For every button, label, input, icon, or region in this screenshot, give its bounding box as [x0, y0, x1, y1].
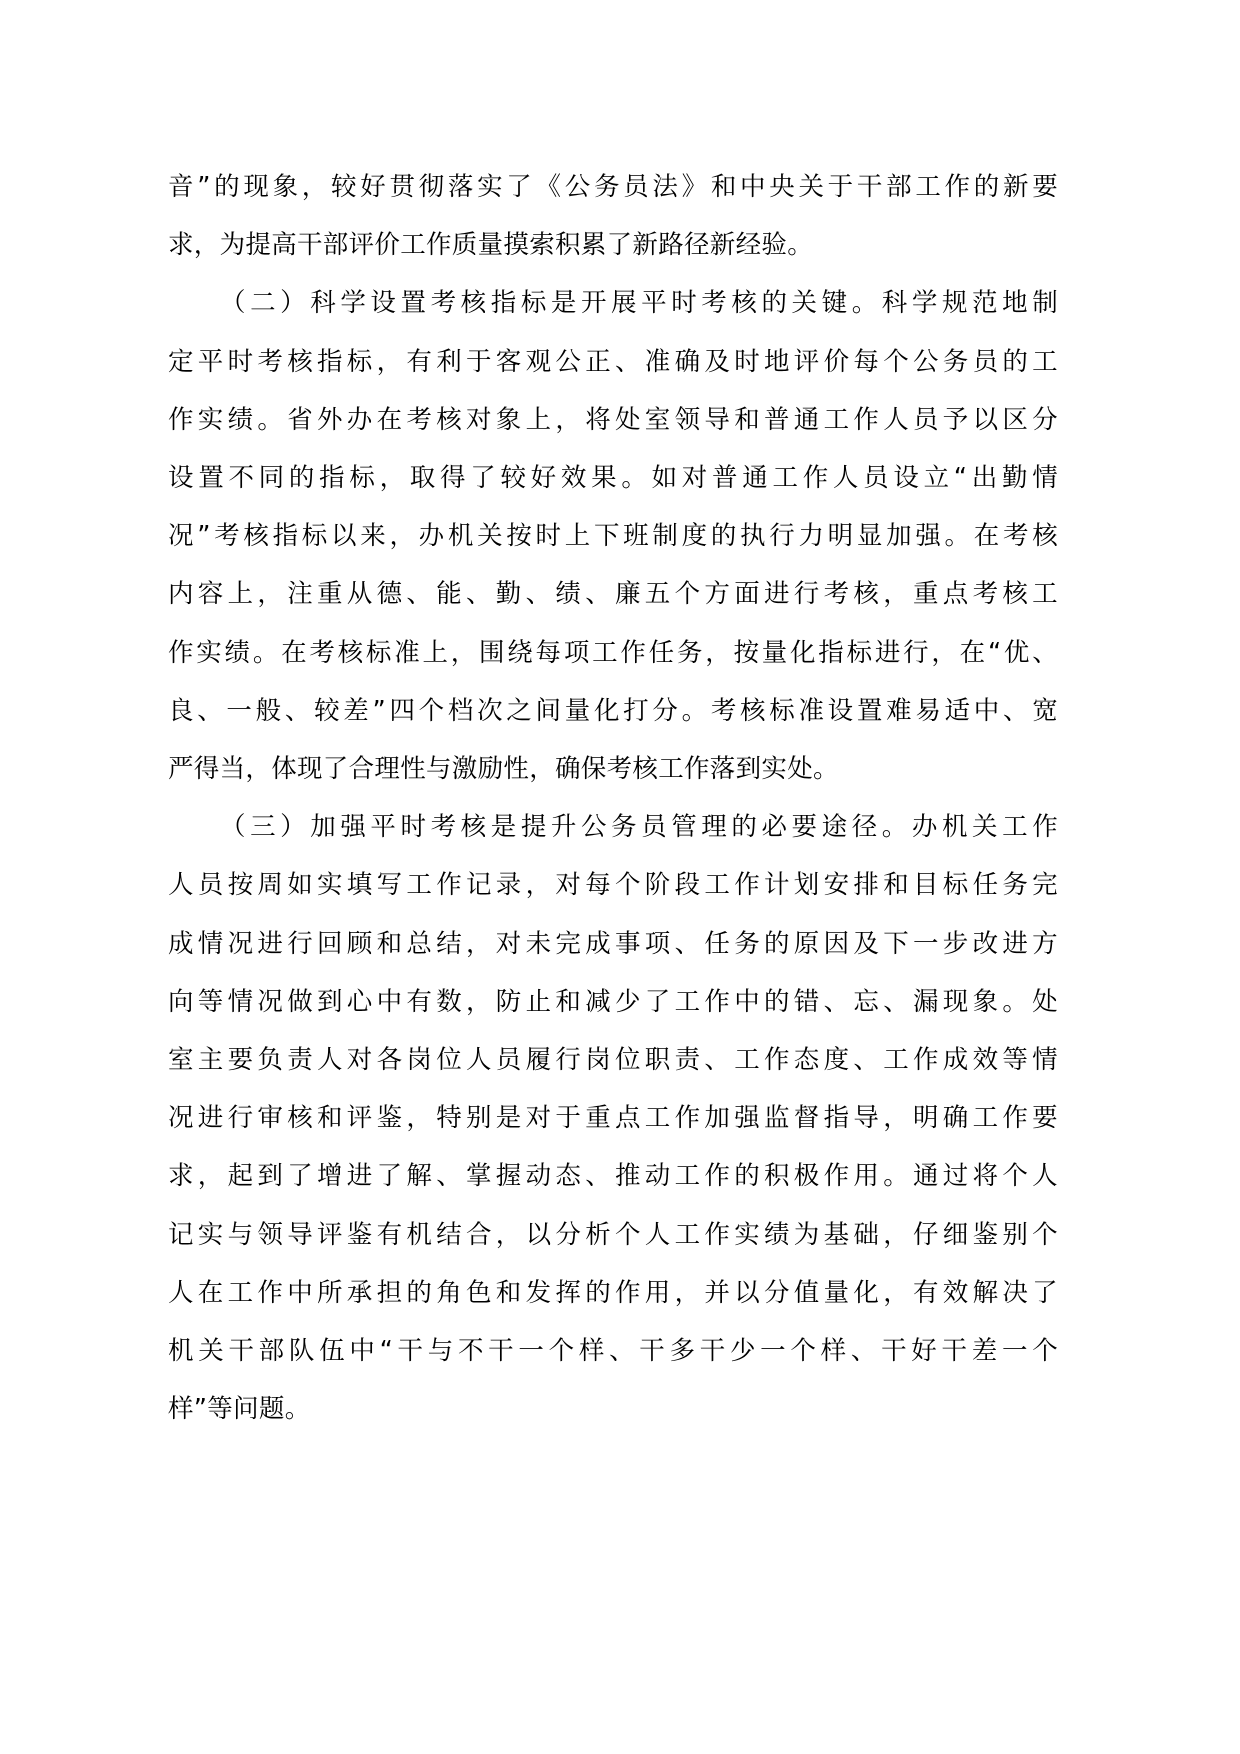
text-line: 定平时考核指标，有利于客观公正、准确及时地评价每个公务员的工	[168, 346, 1058, 377]
document-page	[168, 158, 1058, 1438]
text-line: 况”考核指标以来，办机关按时上下班制度的执行力明显加强。在考核	[168, 521, 1058, 552]
text-line: 作实绩。在考核标准上，围绕每项工作任务，按量化指标进行，在“优、	[168, 637, 1058, 668]
text-line: 向等情况做到心中有数，防止和减少了工作中的错、忘、漏现象。处	[168, 986, 1058, 1017]
text-line: 设置不同的指标，取得了较好效果。如对普通工作人员设立“出勤情	[168, 463, 1058, 494]
text-line: 记实与领导评鉴有机结合，以分析个人工作实绩为基础，仔细鉴别个	[168, 1219, 1058, 1250]
text-line: 机关干部队伍中“干与不干一个样、干多干少一个样、干好干差一个	[168, 1336, 1058, 1367]
section-heading-line: （二）科学设置考核指标是开展平时考核的关键。科学规范地制	[220, 288, 1058, 319]
text-line: 成情况进行回顾和总结，对未完成事项、任务的原因及下一步改进方	[168, 928, 1058, 959]
text-line: 样”等问题。	[168, 1394, 311, 1425]
text-line: 求，为提高干部评价工作质量摸索积累了新路径新经验。	[168, 230, 814, 261]
text-line: 室主要负责人对各岗位人员履行岗位职责、工作态度、工作成效等情	[168, 1045, 1058, 1076]
text-line: 作实绩。省外办在考核对象上，将处室领导和普通工作人员予以区分	[168, 404, 1058, 435]
text-line: 求，起到了增进了解、掌握动态、推动工作的积极作用。通过将个人	[168, 1161, 1058, 1192]
section-heading-line: （三）加强平时考核是提升公务员管理的必要途径。办机关工作	[220, 812, 1058, 843]
paragraph-section-2	[168, 274, 1058, 798]
text-line: 音”的现象，较好贯彻落实了《公务员法》和中央关于干部工作的新要	[168, 172, 1058, 202]
text-line: 良、一般、较差”四个档次之间量化打分。考核标准设置难易适中、宽	[168, 695, 1058, 726]
paragraph-section-3	[168, 798, 1058, 1438]
text-line: 况进行审核和评鉴，特别是对于重点工作加强监督指导，明确工作要	[168, 1103, 1058, 1134]
text-line: 人在工作中所承担的角色和发挥的作用，并以分值量化，有效解决了	[168, 1277, 1058, 1308]
text-line: 内容上，注重从德、能、勤、绩、廉五个方面进行考核，重点考核工	[168, 579, 1058, 610]
paragraph-continuation	[168, 158, 1058, 274]
text-line: 严得当，体现了合理性与激励性，确保考核工作落到实处。	[168, 754, 839, 785]
text-line: 人员按周如实填写工作记录，对每个阶段工作计划安排和目标任务完	[168, 870, 1058, 901]
